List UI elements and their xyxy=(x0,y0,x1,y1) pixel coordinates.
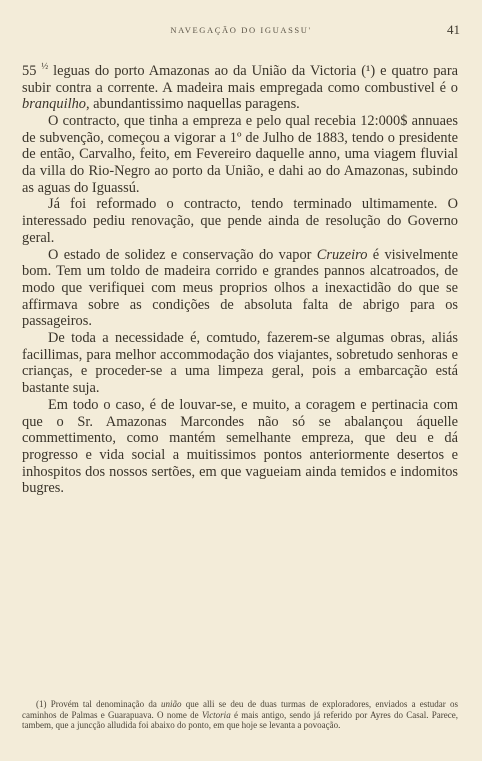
fraction-half: ½ xyxy=(41,61,49,71)
paragraph-1-part-3: , abundantissimo naquellas paragens. xyxy=(85,96,300,113)
paragraph-5: De toda a necessidade é, comtudo, fazerem-se algumas obras, aliás facillimas, para melhor accommodação dos viajantes, sobretudo senhoras e crianças, e proceder-se a uma limpeza geral, pois a embarcação está bastante suja. xyxy=(22,330,458,397)
paragraph-2: O contracto, que tinha a empreza e pelo qual recebia 12:000$ annuaes de subvenção, começou a vigorar a 1º de Julho de 1883, tendo o presidente de então, Carvalho, feito, em Fevereiro daquelle anno, uma viagem fluvial da villa do Rio-Negro ao porto da União, e dahi ao do Amazonas, subindo as aguas do Iguassú. xyxy=(22,112,458,196)
running-head: NAVEGAÇÃO DO IGUASSU' xyxy=(170,25,312,35)
paragraph-1-part-1: 55 xyxy=(22,62,42,79)
footnote-1 xyxy=(22,699,458,731)
paragraph-6: Em todo o caso, é de louvar-se, e muito, a coragem e pertinacia com que o Sr. Amazonas Marcondes não só se abalançou áquelle commettimento, como mantém semelhante empreza, que deu e dá progresso e vida social a muitissimos pontos anteriormente desertos e inhospitos dos nossos sertões, em que vagueiam ainda temidos e indomitos bugres. xyxy=(22,396,458,497)
paragraph-1 xyxy=(22,58,458,113)
page-number: 41 xyxy=(447,22,460,37)
paragraph-3: Já foi reformado o contracto, tendo terminado ultimamente. O interessado pediu renovação, que pende ainda de resolução do Governo geral. xyxy=(22,196,458,246)
paragraph-1-part-2: leguas do porto Amazonas ao da União da Victoria (¹) e quatro para subir contra a corrente. A madeira mais empregada como combustivel é o xyxy=(22,62,458,96)
page-header xyxy=(22,22,460,38)
footnote-part-1: (1) Provém tal denominação da xyxy=(36,699,162,709)
paragraph-4 xyxy=(22,247,458,331)
footnote-term-victoria: Victoria xyxy=(201,709,231,720)
paragraph-4-part-1: O estado de solidez e conservação do vapor xyxy=(48,246,317,263)
vessel-name: Cruzeiro xyxy=(316,246,368,263)
footnote-part-3: é mais antigo, sendo já referido por Ayres do Casal. Parece, tambem, que a juncção alludida foi abaixo do ponto, em que hoje se levanta a povoação. xyxy=(22,709,459,730)
paragraph-4-part-2: é visivelmente bom. Tem um toldo de madeira corrido e grandes pannos alcatroados, de modo que verifiquei com meus proprios olhos a inexactidão do que se affirmava sobre as condições de absoluta falta de abrigo para os passageiros. xyxy=(22,246,458,330)
footnote-term-uniao: união xyxy=(161,699,182,709)
branquilho-term: branquilho xyxy=(22,96,86,113)
body-text xyxy=(22,58,458,497)
footnote-part-2: que alli se deu de duas turmas de exploradores, enviados a estudar os caminhos de Palmas e Guarapuava. O nome de xyxy=(22,699,458,720)
footnote xyxy=(22,699,458,731)
